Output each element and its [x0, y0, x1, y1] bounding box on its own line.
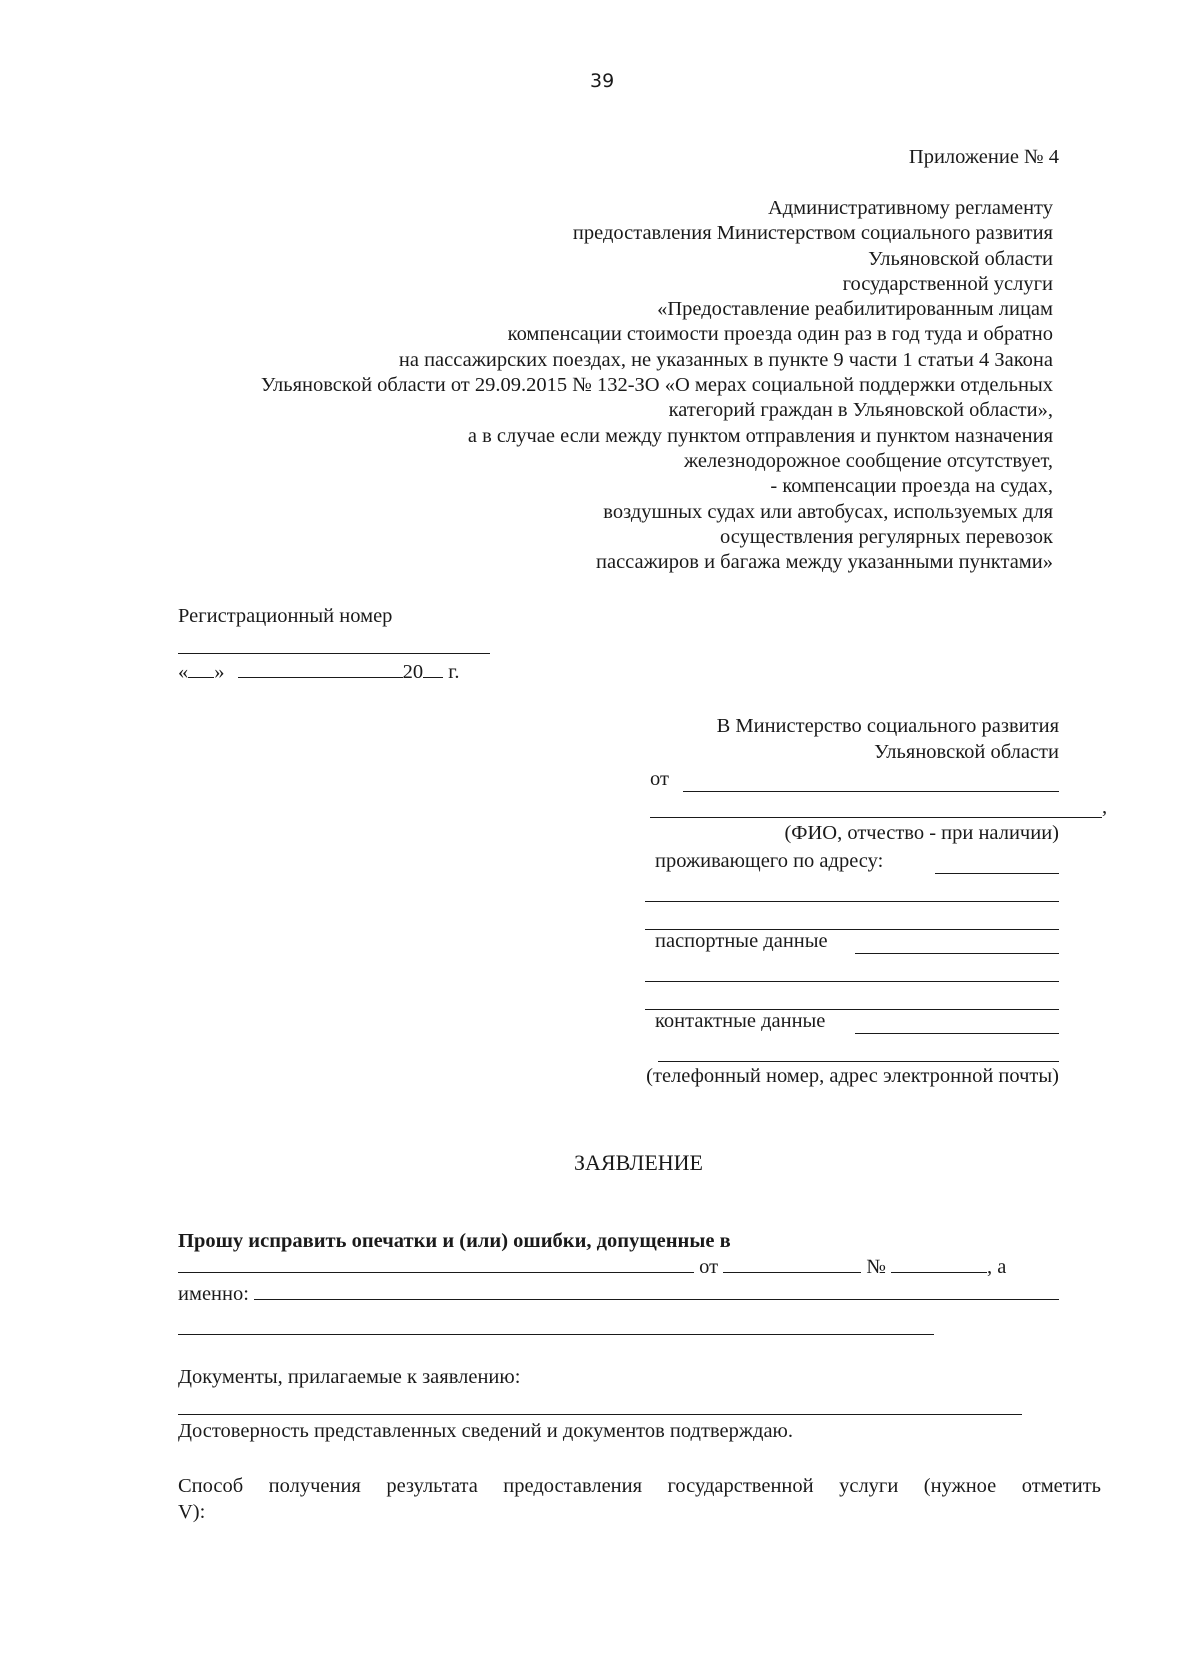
appendix-line: категорий граждан в Ульяновской области», [668, 399, 1053, 422]
appendix-line: железнодорожное сообщение отсутствует, [683, 449, 1053, 472]
contact-label: контактные данные [655, 1010, 826, 1032]
date-month-field[interactable] [238, 676, 403, 678]
from-name-field-2[interactable] [650, 817, 1102, 818]
document-number-field[interactable] [891, 1271, 987, 1273]
appendix-line: Ульяновской области от 29.09.2015 № 132-ЗО «О мерах социальной поддержки отдельных [260, 374, 1053, 397]
address-field-2[interactable] [645, 901, 1059, 902]
appendix-title: Приложение № 4 [908, 146, 1059, 168]
statement-heading: ЗАЯВЛЕНИЕ [574, 1150, 703, 1175]
appendix-line: а в случае если между пунктом отправления и пунктом назначения [467, 424, 1053, 447]
appendix-line: предоставления Министерством социального развития [572, 222, 1053, 245]
method-tail: V): [178, 1501, 206, 1523]
appendix-line: государственной услуги [842, 272, 1053, 295]
appendix-line: Ульяновской области [868, 247, 1053, 270]
address-label: проживающего по адресу: [655, 850, 884, 872]
appendix-line: осуществления регулярных перевозок [719, 525, 1053, 548]
address-field[interactable] [935, 873, 1059, 874]
contact-field-2[interactable] [658, 1061, 1059, 1062]
passport-field-2[interactable] [645, 981, 1059, 982]
request-line: от № , а [178, 1256, 1006, 1279]
appendix-line: пассажиров и багажа между указанными пунктами» [596, 551, 1053, 574]
appendix-line: воздушных судах или автобусах, используемых для [603, 500, 1053, 523]
contact-hint: (телефонный номер, адрес электронной почты) [646, 1065, 1059, 1087]
registration-number-field[interactable] [178, 653, 490, 654]
passport-field[interactable] [855, 953, 1059, 954]
appendix-line: на пассажирских поездах, не указанных в пункте 9 части 1 статьи 4 Закона [398, 348, 1053, 371]
recipient-line2: Ульяновской области [874, 741, 1059, 763]
request-text: Прошу исправить опечатки и (или) ошибки, допущенные в [178, 1230, 731, 1252]
date-day-field[interactable] [188, 676, 214, 678]
documents-field[interactable] [178, 1414, 1022, 1415]
from-name-field[interactable] [683, 791, 1059, 792]
document-field[interactable] [178, 1271, 694, 1273]
appendix-line: компенсации стоимости проезда один раз в год туда и обратно [507, 323, 1053, 346]
namely-row: именно: [178, 1283, 1059, 1306]
registration-date: « » 20 г. [178, 661, 460, 683]
namely-field-2[interactable] [178, 1334, 934, 1335]
date-year-field[interactable] [423, 676, 443, 678]
contact-field[interactable] [855, 1033, 1059, 1034]
recipient-line1: В Министерство социального развития [716, 715, 1059, 737]
registration-label: Регистрационный номер [178, 605, 393, 627]
document-date-field[interactable] [723, 1271, 861, 1273]
page-number: 39 [590, 70, 615, 92]
namely-field[interactable] [254, 1298, 1059, 1300]
method-text: Способ получения результата предоставления государственной услуги (нужное отметить [178, 1475, 1101, 1497]
appendix-line: Административному регламенту [767, 197, 1053, 219]
passport-label: паспортные данные [655, 930, 828, 952]
appendix-block [261, 196, 1053, 575]
confirm-text: Достоверность представленных сведений и документов подтверждаю. [178, 1420, 793, 1442]
appendix-line: - компенсации проезда на судах, [770, 475, 1053, 498]
fio-hint: (ФИО, отчество - при наличии) [784, 822, 1059, 844]
documents-label: Документы, прилагаемые к заявлению: [178, 1366, 521, 1388]
from-label: от [650, 768, 669, 790]
from-comma: , [1102, 796, 1108, 818]
appendix-line: «Предоставление реабилитированным лицам [657, 298, 1053, 321]
